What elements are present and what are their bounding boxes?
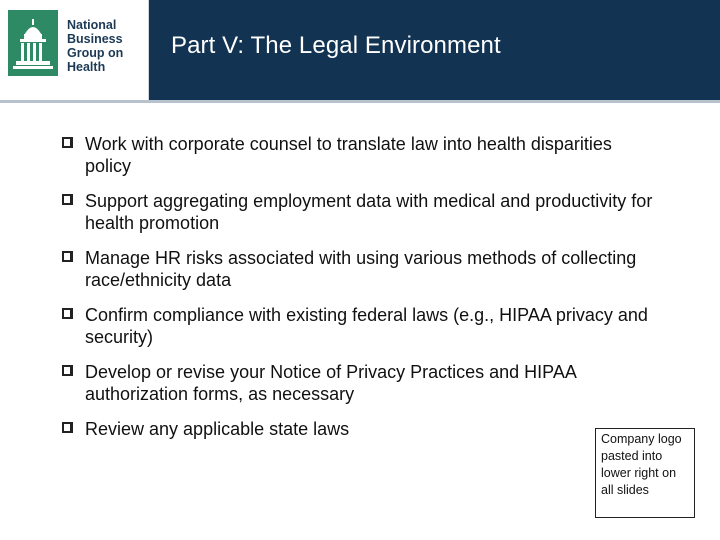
list-item (62, 418, 662, 440)
logo-line: Group on (67, 46, 124, 60)
slide-title: Part V: The Legal Environment (171, 32, 501, 59)
list-item (62, 133, 662, 177)
checkbox-bullet-icon (62, 194, 73, 205)
bullet-text: Review any applicable state laws (85, 419, 350, 439)
list-item (62, 304, 662, 348)
organization-logo (0, 0, 149, 100)
checkbox-bullet-icon (62, 137, 73, 148)
logo-placeholder-note: Company logo pasted into lower right on all slides (595, 428, 695, 518)
slide-header (0, 0, 720, 100)
list-item (62, 247, 662, 291)
header-divider (0, 100, 720, 103)
bullet-list (62, 133, 662, 453)
capitol-building-icon (8, 10, 58, 76)
checkbox-bullet-icon (62, 251, 73, 262)
logo-line: Business (67, 32, 123, 46)
title-bar (149, 0, 720, 100)
checkbox-bullet-icon (62, 422, 73, 433)
bullet-text: Manage HR risks associated with using various methods of collecting race/ethnicity data (85, 248, 637, 290)
checkbox-bullet-icon (62, 365, 73, 376)
bullet-text: Confirm compliance with existing federal laws (e.g., HIPAA privacy and security) (85, 305, 648, 347)
logo-wordmark (67, 18, 123, 74)
bullet-text: Work with corporate counsel to translate law into health disparities policy (85, 134, 612, 176)
bullet-text: Develop or revise your Notice of Privacy Practices and HIPAA authorization forms, as necessary (85, 362, 576, 404)
list-item (62, 190, 662, 234)
list-item (62, 361, 662, 405)
bullet-text: Support aggregating employment data with medical and productivity for health promotion (85, 191, 653, 233)
logo-line: National (67, 18, 117, 32)
logo-line: Health (67, 60, 106, 74)
checkbox-bullet-icon (62, 308, 73, 319)
